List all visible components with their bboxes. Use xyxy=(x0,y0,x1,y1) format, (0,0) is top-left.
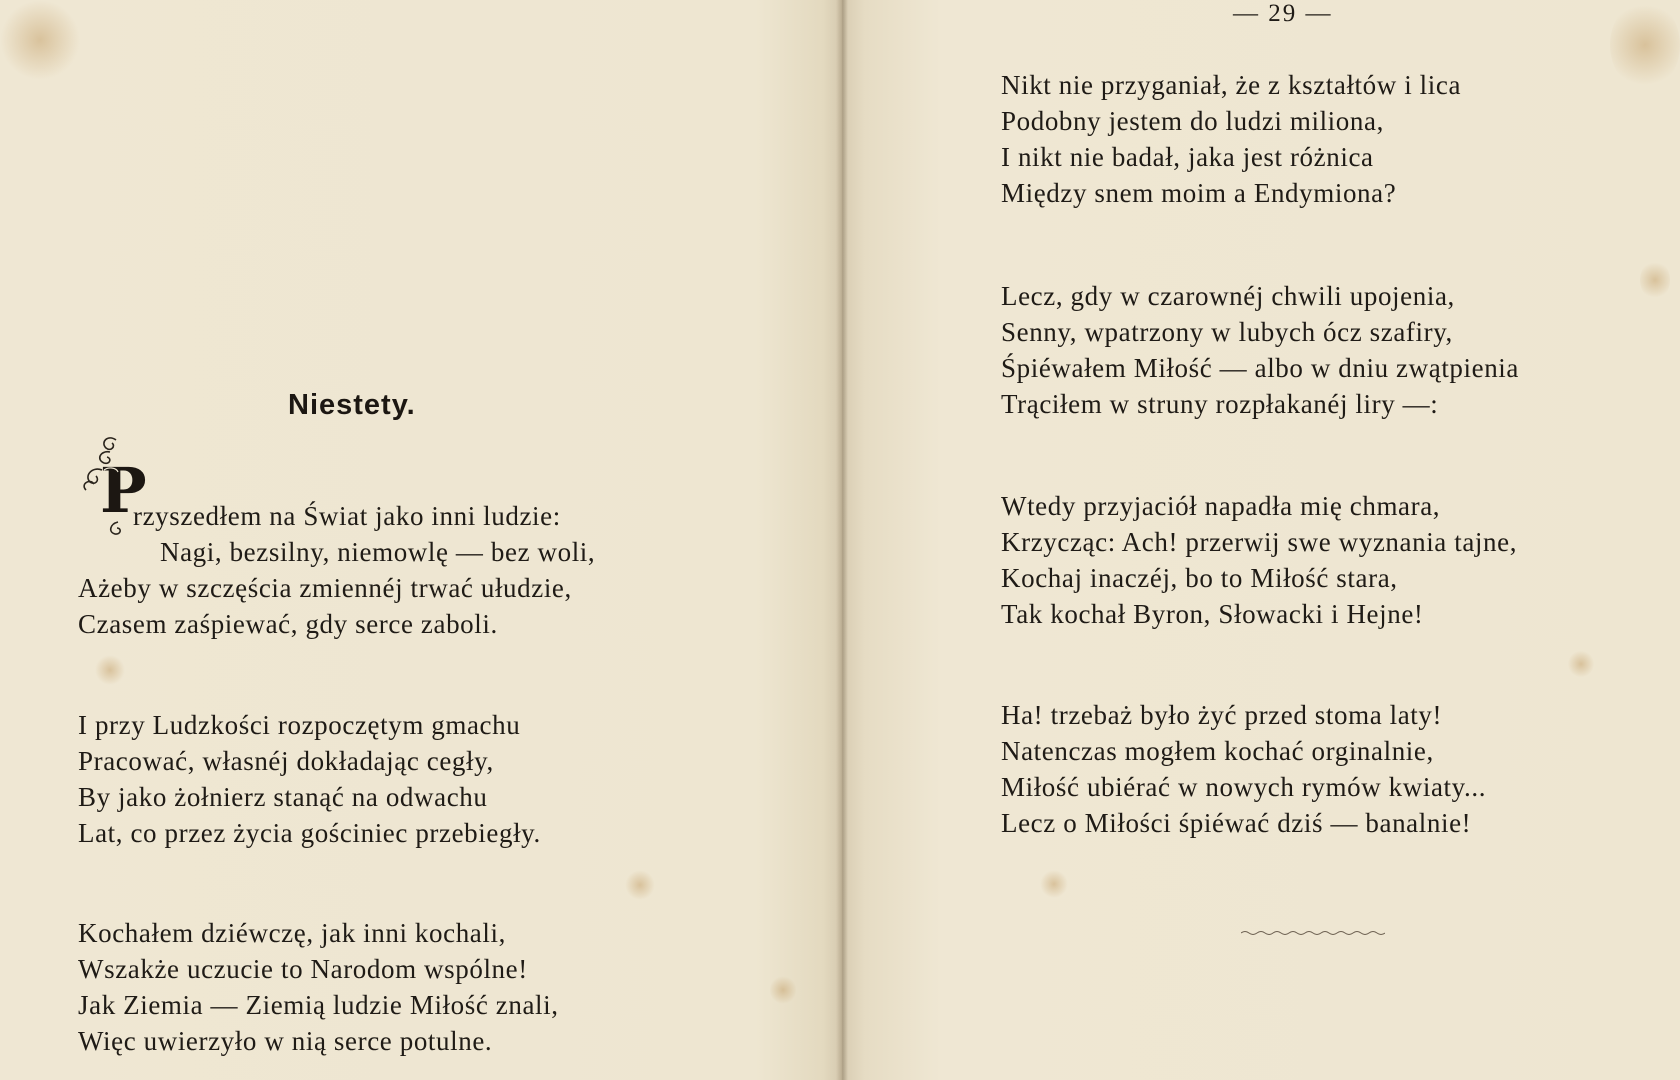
verse-line: Podobny jestem do ludzi miliona, xyxy=(1001,106,1384,136)
verse-line: I nikt nie badał, jaka jest różnica xyxy=(1001,142,1374,172)
paper-stain xyxy=(1040,870,1068,898)
end-ornament-rule xyxy=(1241,930,1385,936)
verse-line: Lat, co przez życia gościniec przebiegły. xyxy=(78,818,541,848)
stanza-3 xyxy=(78,915,559,1059)
verse-line: Pracować, własnéj dokładając cegły, xyxy=(78,746,494,776)
drop-cap-letter: P xyxy=(100,454,147,527)
stanza-4 xyxy=(1001,697,1486,841)
verse-line: I przy Ludzkości rozpoczętym gmachu xyxy=(78,710,521,740)
verse-line: Między snem moim a Endymiona? xyxy=(1001,178,1397,208)
verse-line: Nikt nie przyganiał, że z kształtów i lica xyxy=(1001,70,1462,100)
page-number: — 29 — xyxy=(1233,0,1333,27)
stanza-2 xyxy=(78,707,541,851)
poem-title: Niestety. xyxy=(288,389,416,421)
paper-stain xyxy=(1568,650,1594,678)
book-gutter xyxy=(836,0,848,1080)
verse-line: Śpiéwałem Miłość — albo w dniu zwątpienia xyxy=(1001,353,1519,383)
verse-line: Wtedy przyjaciół napadła mię chmara, xyxy=(1001,491,1441,521)
verse-line: Trąciłem w struny rozpłakanéj liry —: xyxy=(1001,389,1439,419)
verse-line: Nagi, bezsilny, niemowlę — bez woli, xyxy=(160,537,596,567)
verse-line: Kochałem dziéwczę, jak inni kochali, xyxy=(78,918,506,948)
paper-stain xyxy=(1610,0,1680,90)
verse-line: Czasem zaśpiewać, gdy serce zaboli. xyxy=(78,609,498,639)
verse-line: Ażeby w szczęścia zmiennéj trwać ułudzie, xyxy=(78,573,572,603)
verse-line: Natenczas mogłem kochać orginalnie, xyxy=(1001,736,1434,766)
verse-line: Wszakże uczucie to Narodom wspólne! xyxy=(78,954,528,984)
left-page xyxy=(0,0,838,1080)
verse-line: Kochaj inaczéj, bo to Miłość stara, xyxy=(1001,563,1398,593)
paper-stain xyxy=(1640,260,1670,300)
verse-line: Senny, wpatrzony w lubych ócz szafiry, xyxy=(1001,317,1453,347)
verse-line: Miłość ubiérać w nowych rymów kwiaty... xyxy=(1001,772,1487,802)
verse-line: Krzycząc: Ach! przerwij swe wyznania tajne, xyxy=(1001,527,1518,557)
stanza-3 xyxy=(1001,488,1517,632)
stanza-1 xyxy=(0,498,595,642)
stanza-2 xyxy=(1001,278,1519,422)
verse-line: Lecz o Miłości śpiéwać dziś — banalnie! xyxy=(1001,808,1472,838)
verse-line: Lecz, gdy w czarownéj chwili upojenia, xyxy=(1001,281,1455,311)
verse-line: rzyszedłem na Świat jako inni ludzie: xyxy=(133,501,561,531)
verse-line: Jak Ziemia — Ziemią ludzie Miłość znali, xyxy=(78,990,559,1020)
verse-line: Tak kochał Byron, Słowacki i Hejne! xyxy=(1001,599,1424,629)
stanza-1 xyxy=(1001,67,1461,211)
verse-line: Ha! trzebaż było żyć przed stoma laty! xyxy=(1001,700,1443,730)
verse-line: By jako żołnierz stanąć na odwachu xyxy=(78,782,488,812)
verse-line: Więc uwierzyło w nią serce potulne. xyxy=(78,1026,493,1056)
